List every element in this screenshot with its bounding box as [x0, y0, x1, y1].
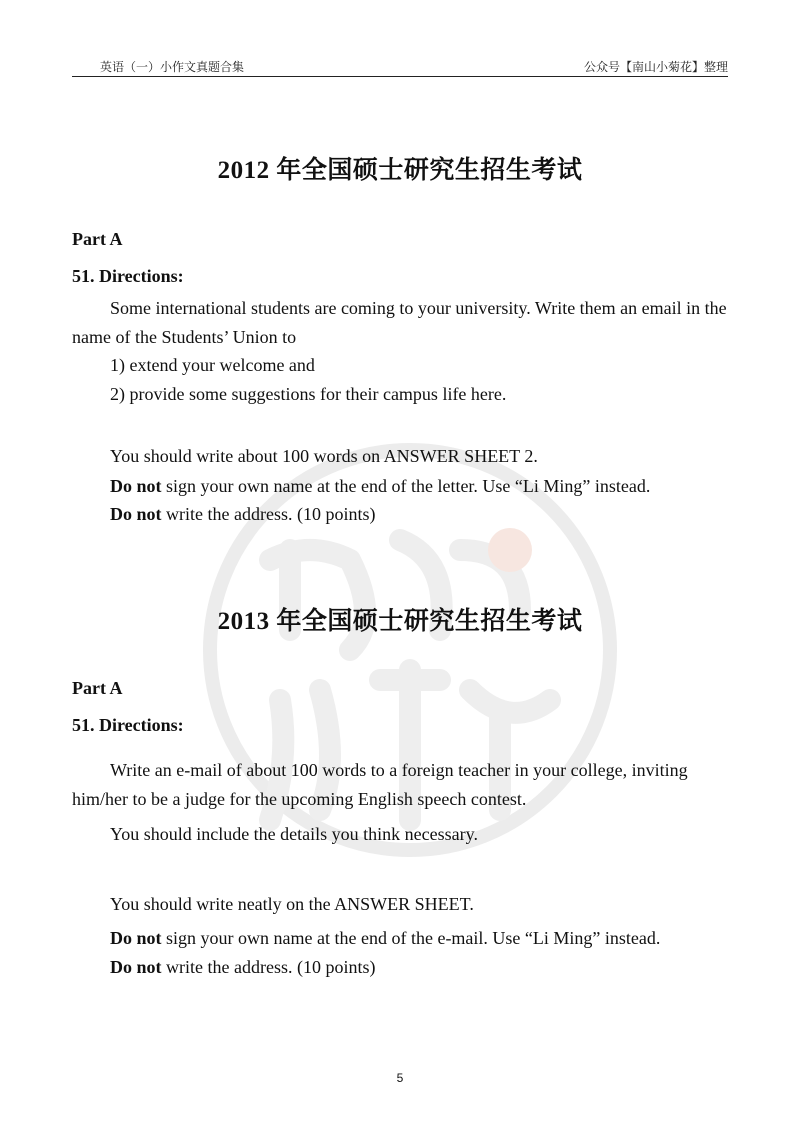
section-2013: [72, 601, 728, 637]
note-wrap: [72, 820, 728, 849]
part-label-wrap: [72, 678, 728, 699]
section-title: 2013 年全国硕士研究生招生考试: [217, 608, 583, 635]
details-note: You should include the details you think necessary.: [110, 824, 478, 844]
req2-wrap: [72, 472, 728, 501]
req3-wrap: [72, 953, 728, 982]
requirement-address: [72, 500, 728, 529]
intro-wrap: [72, 756, 728, 814]
part-label: Part A: [72, 229, 123, 249]
task-item-2: 2) provide some suggestions for their campus life here.: [110, 384, 507, 404]
req2-wrap: [72, 924, 728, 953]
requirement-address-text: write the address. (10 points): [161, 504, 376, 524]
req1-wrap: [72, 890, 728, 919]
requirement-neatly: You should write neatly on the ANSWER SHEET.: [110, 894, 474, 914]
do-not-label: Do not: [110, 504, 162, 524]
page-header: [72, 56, 728, 77]
header-source: 公众号【南山小菊花】整理: [583, 60, 728, 74]
directions-heading: 51. Directions:: [72, 715, 184, 735]
requirement-name: [72, 924, 728, 953]
directions-heading: 51. Directions:: [72, 266, 184, 286]
requirement-address: [72, 953, 728, 982]
directions-intro: Write an e-mail of about 100 words to a foreign teacher in your college, inviting him/her to be a judge for the upcoming English speech contest.: [72, 760, 688, 809]
requirement-name-text: sign your own name at the end of the letter. Use “Li Ming” instead.: [161, 476, 651, 496]
section-2012: [72, 150, 728, 186]
item1-wrap: [72, 351, 728, 380]
directions-wrap: [72, 266, 728, 287]
directions-intro: Some international students are coming to your university. Write them an email in the name of the Students’ Union to: [72, 298, 727, 347]
requirement-name: [72, 472, 728, 501]
intro-wrap: [72, 294, 728, 352]
do-not-label: Do not: [110, 957, 162, 977]
requirement-name-text: sign your own name at the end of the e-mail. Use “Li Ming” instead.: [161, 928, 661, 948]
part-label: Part A: [72, 678, 123, 698]
page-number: 5: [396, 1071, 404, 1085]
do-not-label: Do not: [110, 476, 162, 496]
directions-wrap: [72, 715, 728, 736]
requirement-address-text: write the address. (10 points): [161, 957, 376, 977]
requirement-words: You should write about 100 words on ANSWER SHEET 2.: [110, 446, 538, 466]
task-item-1: 1) extend your welcome and: [110, 355, 315, 375]
item2-wrap: [72, 380, 728, 409]
do-not-label: Do not: [110, 928, 162, 948]
req1-wrap: [72, 442, 728, 471]
part-label-wrap: [72, 229, 728, 250]
section-title: 2012 年全国硕士研究生招生考试: [217, 157, 583, 184]
req3-wrap: [72, 500, 728, 529]
header-doc-title: 英语（一）小作文真题合集: [100, 60, 245, 74]
